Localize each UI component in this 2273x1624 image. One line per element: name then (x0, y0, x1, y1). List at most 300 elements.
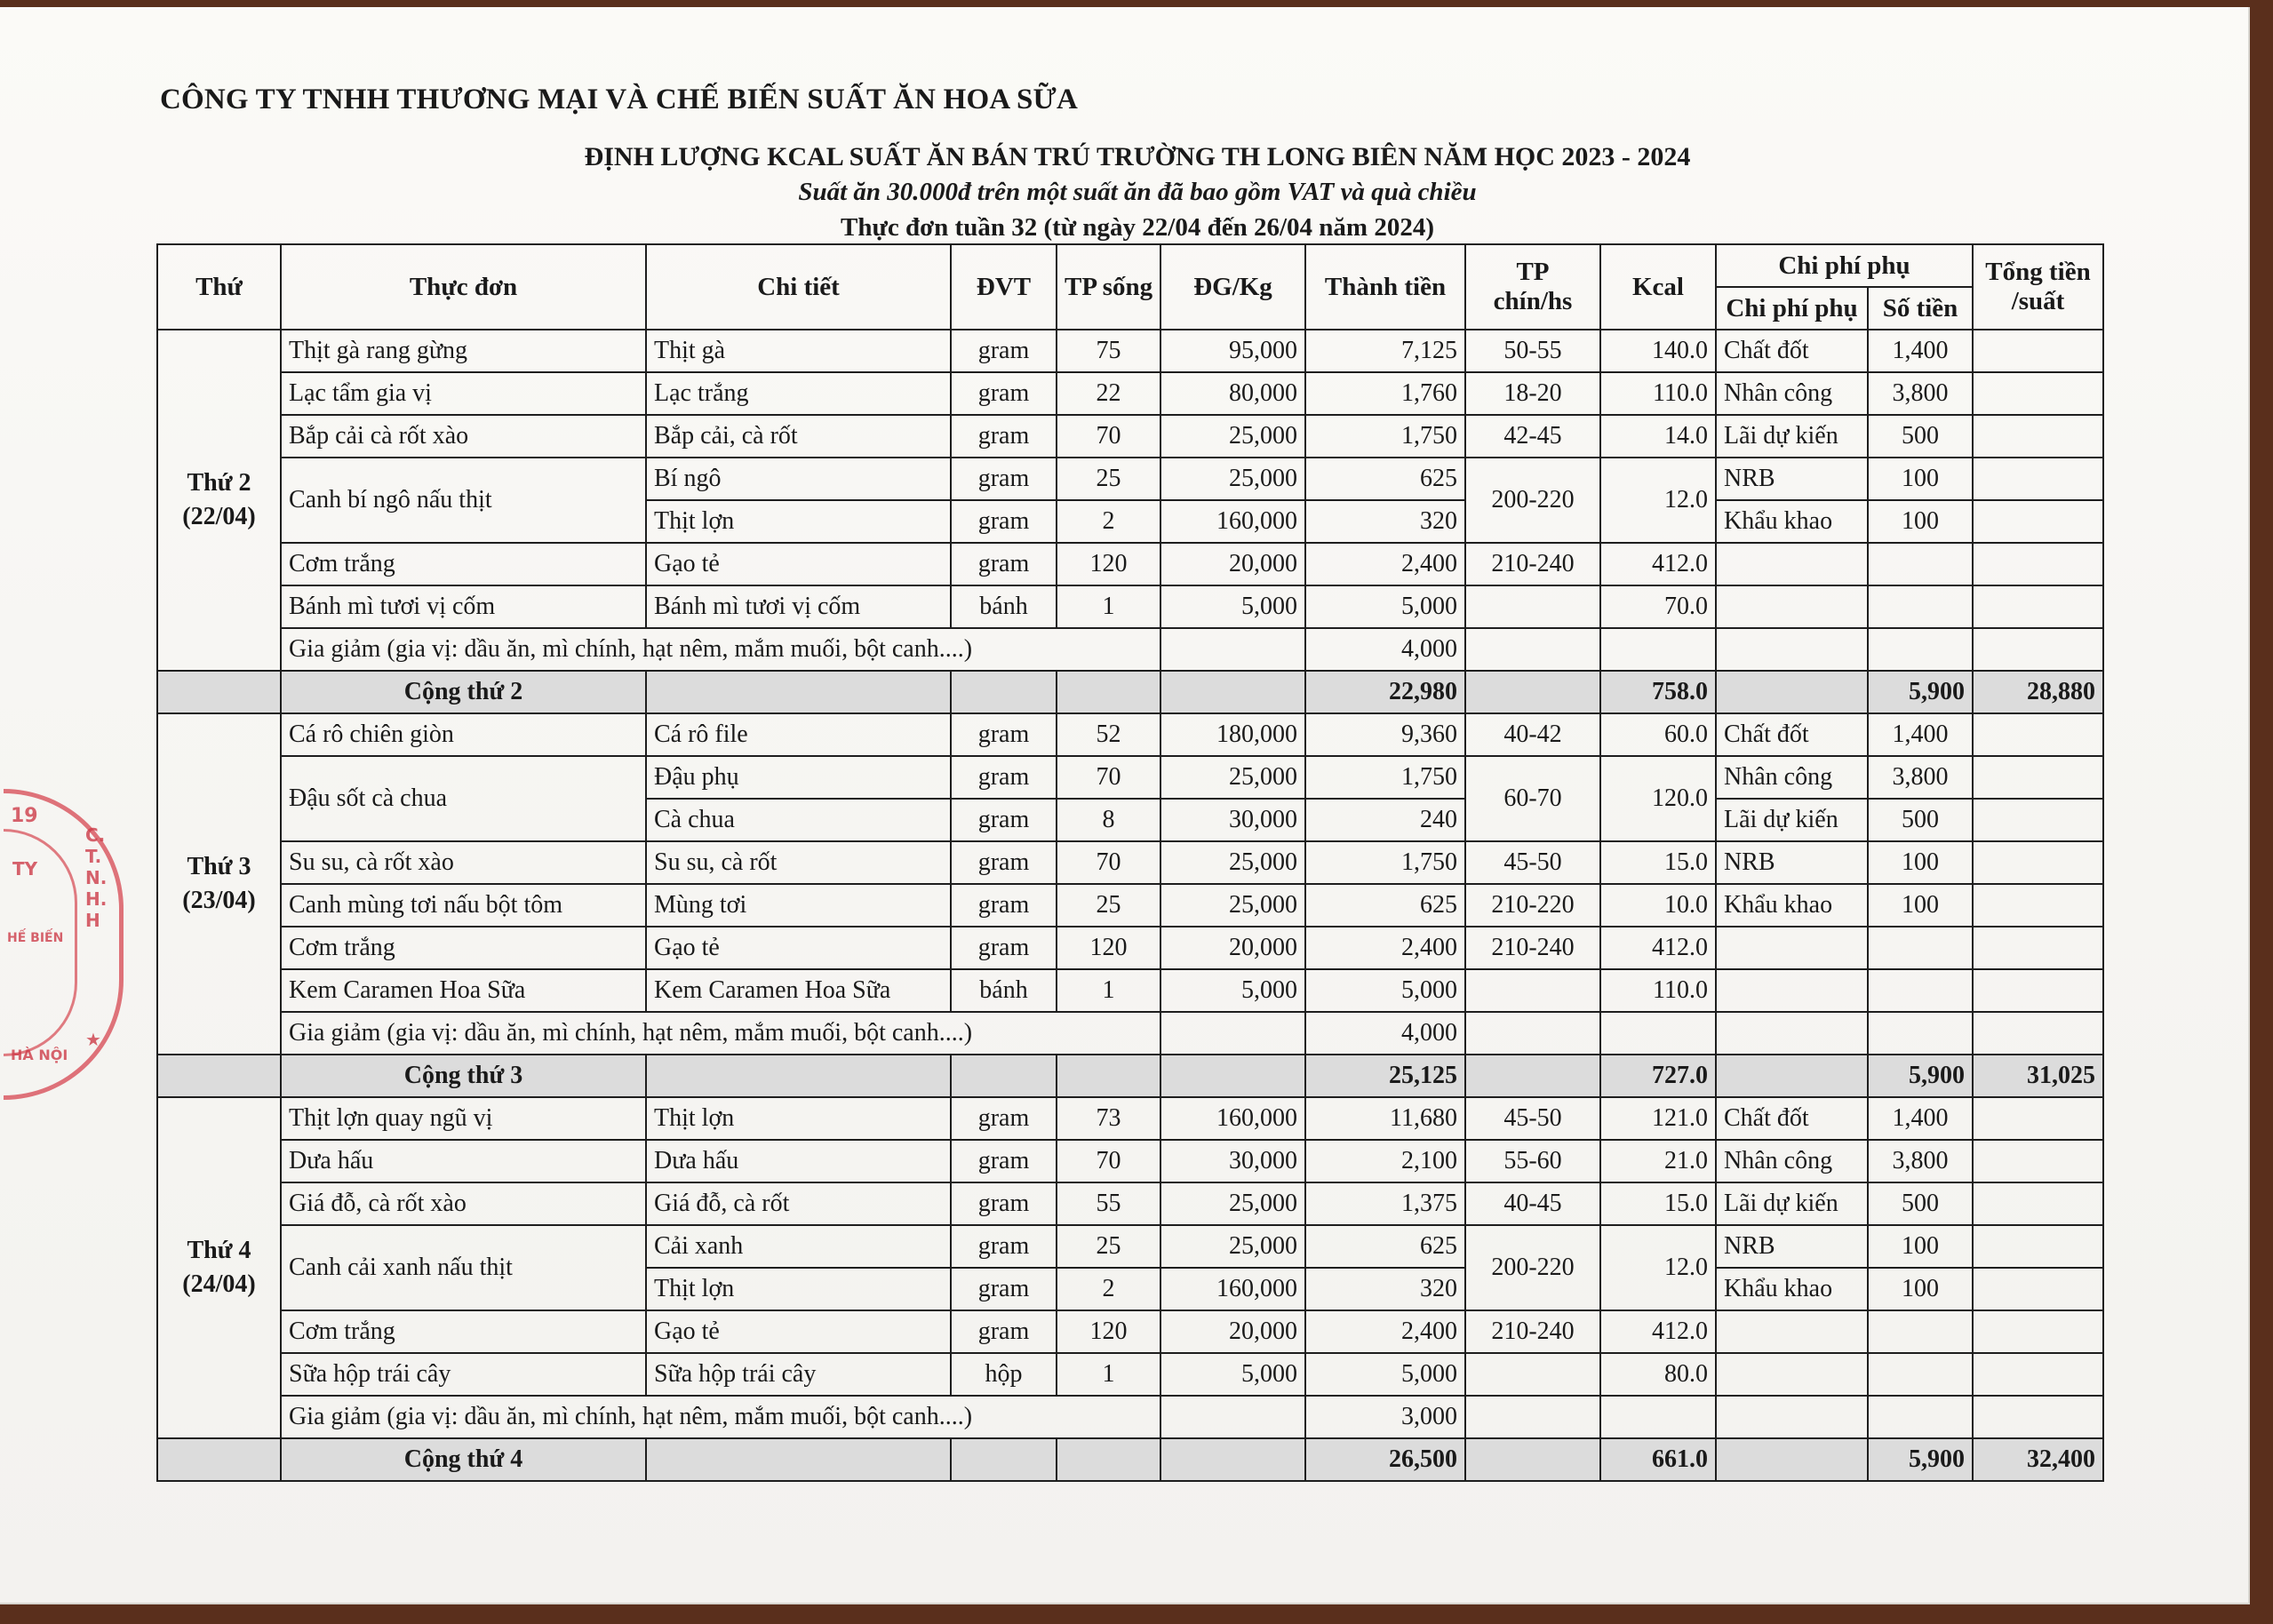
seasoning-label: Gia giảm (gia vị: dầu ăn, mì chính, hạt nêm, mắm muối, bột canh....) (281, 1012, 1160, 1055)
amount: 625 (1305, 884, 1465, 927)
dish-name: Canh mùng tơi nấu bột tôm (281, 884, 646, 927)
ingredient-detail: Thịt lợn (646, 500, 951, 543)
day-label: Thứ 4 (187, 1237, 251, 1264)
raw-quantity: 120 (1057, 543, 1160, 585)
unit: gram (951, 841, 1057, 884)
cooked-portion (1465, 1353, 1600, 1396)
amount: 11,680 (1305, 1097, 1465, 1140)
dish-name: Cơm trắng (281, 543, 646, 585)
day-cell (157, 330, 281, 671)
raw-quantity: 70 (1057, 756, 1160, 799)
day-extra-total: 5,900 (1868, 1438, 1973, 1481)
ingredient-detail: Gạo tẻ (646, 927, 951, 969)
empty-cell (1160, 1055, 1305, 1097)
kcal-value: 140.0 (1600, 330, 1716, 372)
menu-row (157, 543, 2103, 585)
extra-cost-amount (1868, 585, 1973, 628)
menu-row (157, 1353, 2103, 1396)
cooked-portion: 210-220 (1465, 884, 1600, 927)
ingredient-detail: Sữa hộp trái cây (646, 1353, 951, 1396)
ingredient-detail: Thịt gà (646, 330, 951, 372)
extra-cost-name: Lãi dự kiến (1716, 799, 1868, 841)
raw-quantity: 73 (1057, 1097, 1160, 1140)
dish-name: Sữa hộp trái cây (281, 1353, 646, 1396)
raw-quantity: 22 (1057, 372, 1160, 415)
raw-quantity: 75 (1057, 330, 1160, 372)
menu-row (157, 330, 2103, 372)
empty-cell (1465, 1438, 1600, 1481)
kcal-value: 412.0 (1600, 543, 1716, 585)
unit-price: 25,000 (1160, 884, 1305, 927)
col-header-tp-song: TP sống (1057, 244, 1160, 330)
empty-cell (1057, 1438, 1160, 1481)
amount: 1,750 (1305, 841, 1465, 884)
dish-name: Dưa hấu (281, 1140, 646, 1182)
menu-row (157, 458, 2103, 500)
kcal-value: 14.0 (1600, 415, 1716, 458)
menu-row (157, 1097, 2103, 1140)
dish-name: Cơm trắng (281, 1310, 646, 1353)
day-total-kcal: 727.0 (1600, 1055, 1716, 1097)
tp-chin-line2: chín/hs (1493, 287, 1573, 315)
day-total-row (157, 671, 2103, 713)
amount: 625 (1305, 1225, 1465, 1268)
total-per-meal-cell (1973, 372, 2103, 415)
day-total-label: Cộng thứ 2 (281, 671, 646, 713)
kcal-value: 15.0 (1600, 1182, 1716, 1225)
empty-cell (1160, 628, 1305, 671)
amount: 5,000 (1305, 969, 1465, 1012)
unit-price: 25,000 (1160, 841, 1305, 884)
dish-name: Kem Caramen Hoa Sữa (281, 969, 646, 1012)
stamp-ring-text: C.T.N.H.H (85, 824, 108, 931)
unit: gram (951, 756, 1057, 799)
raw-quantity: 1 (1057, 1353, 1160, 1396)
extra-cost-name: Lãi dự kiến (1716, 1182, 1868, 1225)
extra-cost-name: Chất đốt (1716, 713, 1868, 756)
empty-cell (1716, 1012, 1868, 1055)
empty-cell (157, 1438, 281, 1481)
extra-cost-amount: 500 (1868, 415, 1973, 458)
seasoning-amount: 4,000 (1305, 628, 1465, 671)
unit-price: 80,000 (1160, 372, 1305, 415)
menu-table (156, 243, 2104, 1482)
empty-cell (1716, 1055, 1868, 1097)
empty-cell (1973, 1396, 2103, 1438)
unit-price: 20,000 (1160, 1310, 1305, 1353)
day-grand-total: 32,400 (1973, 1438, 2103, 1481)
extra-cost-amount: 100 (1868, 500, 1973, 543)
empty-cell (157, 1055, 281, 1097)
menu-body (157, 330, 2103, 1481)
extra-cost-amount: 1,400 (1868, 713, 1973, 756)
raw-quantity: 55 (1057, 1182, 1160, 1225)
unit-price: 160,000 (1160, 1097, 1305, 1140)
total-per-meal-cell (1973, 1225, 2103, 1268)
ingredient-detail: Thịt lợn (646, 1097, 951, 1140)
col-header-dvt: ĐVT (951, 244, 1057, 330)
raw-quantity: 120 (1057, 1310, 1160, 1353)
unit-price: 25,000 (1160, 1225, 1305, 1268)
total-per-meal-cell (1973, 458, 2103, 500)
ingredient-detail: Bánh mì tươi vị cốm (646, 585, 951, 628)
extra-cost-amount (1868, 543, 1973, 585)
unit-price: 25,000 (1160, 756, 1305, 799)
empty-cell (1600, 1012, 1716, 1055)
unit: gram (951, 927, 1057, 969)
extra-cost-name: Nhân công (1716, 756, 1868, 799)
total-per-meal-cell (1973, 799, 2103, 841)
extra-cost-name (1716, 543, 1868, 585)
col-header-thu: Thứ (157, 244, 281, 330)
kcal-value: 10.0 (1600, 884, 1716, 927)
menu-row (157, 713, 2103, 756)
ingredient-detail: Gạo tẻ (646, 1310, 951, 1353)
paper-document (0, 7, 2250, 1604)
col-header-dg-kg: ĐG/Kg (1160, 244, 1305, 330)
extra-cost-amount: 3,800 (1868, 756, 1973, 799)
day-total-kcal: 661.0 (1600, 1438, 1716, 1481)
stamp-inner-top: TY (12, 858, 38, 880)
extra-cost-name: NRB (1716, 841, 1868, 884)
cooked-portion: 40-45 (1465, 1182, 1600, 1225)
raw-quantity: 1 (1057, 969, 1160, 1012)
amount: 625 (1305, 458, 1465, 500)
kcal-value: 80.0 (1600, 1353, 1716, 1396)
extra-cost-name (1716, 1353, 1868, 1396)
extra-cost-name (1716, 927, 1868, 969)
unit: gram (951, 713, 1057, 756)
day-date: (24/04) (182, 1270, 256, 1298)
extra-cost-name (1716, 1310, 1868, 1353)
empty-cell (1160, 1438, 1305, 1481)
dish-name: Canh cải xanh nấu thịt (281, 1225, 646, 1310)
col-header-tong-tien (1973, 244, 2103, 330)
unit-price: 30,000 (1160, 799, 1305, 841)
unit-price: 25,000 (1160, 1182, 1305, 1225)
amount: 7,125 (1305, 330, 1465, 372)
empty-cell (1057, 671, 1160, 713)
unit: gram (951, 1097, 1057, 1140)
extra-cost-amount: 100 (1868, 1225, 1973, 1268)
menu-row (157, 1140, 2103, 1182)
raw-quantity: 70 (1057, 841, 1160, 884)
cooked-portion: 50-55 (1465, 330, 1600, 372)
empty-cell (157, 671, 281, 713)
extra-cost-amount: 100 (1868, 1268, 1973, 1310)
extra-cost-name: NRB (1716, 458, 1868, 500)
empty-cell (1465, 671, 1600, 713)
empty-cell (951, 1438, 1057, 1481)
total-per-meal-cell (1973, 884, 2103, 927)
raw-quantity: 25 (1057, 1225, 1160, 1268)
menu-row (157, 415, 2103, 458)
total-per-meal-cell (1973, 1182, 2103, 1225)
extra-cost-amount (1868, 969, 1973, 1012)
extra-cost-name: Khẩu khao (1716, 1268, 1868, 1310)
empty-cell (1057, 1055, 1160, 1097)
unit: gram (951, 543, 1057, 585)
seasoning-row (157, 1396, 2103, 1438)
cooked-portion: 200-220 (1465, 458, 1600, 543)
raw-quantity: 52 (1057, 713, 1160, 756)
extra-cost-name: Chất đốt (1716, 1097, 1868, 1140)
extra-cost-amount: 500 (1868, 799, 1973, 841)
unit: gram (951, 1310, 1057, 1353)
day-total-amount: 22,980 (1305, 671, 1465, 713)
menu-row (157, 1225, 2103, 1268)
menu-row (157, 1182, 2103, 1225)
day-label: Thứ 3 (187, 853, 251, 880)
total-per-meal-cell (1973, 1310, 2103, 1353)
stamp-inner-mid: HẾ BIẾN (7, 931, 64, 945)
kcal-value: 15.0 (1600, 841, 1716, 884)
cooked-portion: 45-50 (1465, 1097, 1600, 1140)
raw-quantity: 8 (1057, 799, 1160, 841)
unit-price: 25,000 (1160, 415, 1305, 458)
stamp-city: HÀ NỘI (11, 1047, 68, 1063)
empty-cell (1716, 1396, 1868, 1438)
ingredient-detail: Gạo tẻ (646, 543, 951, 585)
empty-cell (1716, 1438, 1868, 1481)
unit: gram (951, 330, 1057, 372)
unit: hộp (951, 1353, 1057, 1396)
amount: 5,000 (1305, 1353, 1465, 1396)
unit: gram (951, 415, 1057, 458)
day-extra-total: 5,900 (1868, 671, 1973, 713)
amount: 1,750 (1305, 756, 1465, 799)
day-total-row (157, 1055, 2103, 1097)
dish-name: Bánh mì tươi vị cốm (281, 585, 646, 628)
cooked-portion: 40-42 (1465, 713, 1600, 756)
ingredient-detail: Bắp cải, cà rốt (646, 415, 951, 458)
tp-chin-line1: TP (1516, 258, 1550, 286)
empty-cell (1868, 1396, 1973, 1438)
day-grand-total: 28,880 (1973, 671, 2103, 713)
cooked-portion: 45-50 (1465, 841, 1600, 884)
empty-cell (1973, 1012, 2103, 1055)
day-total-amount: 26,500 (1305, 1438, 1465, 1481)
extra-cost-name: Nhân công (1716, 372, 1868, 415)
seasoning-amount: 3,000 (1305, 1396, 1465, 1438)
menu-row (157, 585, 2103, 628)
raw-quantity: 2 (1057, 1268, 1160, 1310)
total-per-meal-cell (1973, 500, 2103, 543)
ingredient-detail: Mùng tơi (646, 884, 951, 927)
unit: gram (951, 1225, 1057, 1268)
week-menu-label: Thực đơn tuần 32 (từ ngày 22/04 đến 26/04 năm 2024) (840, 213, 1434, 242)
menu-row (157, 969, 2103, 1012)
kcal-value: 412.0 (1600, 927, 1716, 969)
document-title: ĐỊNH LƯỢNG KCAL SUẤT ĂN BÁN TRÚ TRƯỜNG TH LONG BIÊN NĂM HỌC 2023 - 2024 (584, 142, 1691, 171)
empty-cell (1160, 671, 1305, 713)
cooked-portion: 55-60 (1465, 1140, 1600, 1182)
unit: bánh (951, 969, 1057, 1012)
menu-row (157, 756, 2103, 799)
menu-row (157, 1310, 2103, 1353)
day-total-amount: 25,125 (1305, 1055, 1465, 1097)
ingredient-detail: Dưa hấu (646, 1140, 951, 1182)
unit: gram (951, 1140, 1057, 1182)
ingredient-detail: Thịt lợn (646, 1268, 951, 1310)
ingredient-detail: Su su, cà rốt (646, 841, 951, 884)
dish-name: Đậu sốt cà chua (281, 756, 646, 841)
empty-cell (1465, 1055, 1600, 1097)
col-header-chi-phi-phu: Chi phí phụ (1716, 287, 1868, 330)
cooked-portion: 42-45 (1465, 415, 1600, 458)
document-subtitle: Suất ăn 30.000đ trên một suất ăn đã bao gồm VAT và quà chiều (798, 178, 1477, 206)
menu-row (157, 841, 2103, 884)
day-grand-total: 31,025 (1973, 1055, 2103, 1097)
dish-name: Bắp cải cà rốt xào (281, 415, 646, 458)
empty-cell (1716, 671, 1868, 713)
seasoning-label: Gia giảm (gia vị: dầu ăn, mì chính, hạt nêm, mắm muối, bột canh....) (281, 628, 1160, 671)
raw-quantity: 1 (1057, 585, 1160, 628)
menu-row (157, 372, 2103, 415)
dish-name: Cơm trắng (281, 927, 646, 969)
ingredient-detail: Kem Caramen Hoa Sữa (646, 969, 951, 1012)
unit-price: 160,000 (1160, 1268, 1305, 1310)
seasoning-row (157, 628, 2103, 671)
empty-cell (1868, 1012, 1973, 1055)
col-header-tp-chin (1465, 244, 1600, 330)
extra-cost-name (1716, 585, 1868, 628)
kcal-value: 120.0 (1600, 756, 1716, 841)
empty-cell (1973, 628, 2103, 671)
col-header-chi-phi-phu-group: Chi phí phụ (1716, 244, 1973, 287)
day-cell (157, 1097, 281, 1438)
ingredient-detail: Lạc trắng (646, 372, 951, 415)
day-total-kcal: 758.0 (1600, 671, 1716, 713)
dish-name: Cá rô chiên giòn (281, 713, 646, 756)
extra-cost-amount (1868, 1353, 1973, 1396)
kcal-value: 12.0 (1600, 458, 1716, 543)
unit: gram (951, 500, 1057, 543)
dish-name: Thịt gà rang gừng (281, 330, 646, 372)
ingredient-detail: Bí ngô (646, 458, 951, 500)
unit: gram (951, 458, 1057, 500)
unit-price: 5,000 (1160, 969, 1305, 1012)
unit: gram (951, 799, 1057, 841)
stamp-code: 19 (11, 805, 38, 827)
kcal-value: 412.0 (1600, 1310, 1716, 1353)
amount: 240 (1305, 799, 1465, 841)
empty-cell (1160, 1396, 1305, 1438)
ingredient-detail: Cà chua (646, 799, 951, 841)
empty-cell (646, 1055, 951, 1097)
dish-name: Canh bí ngô nấu thịt (281, 458, 646, 543)
raw-quantity: 25 (1057, 884, 1160, 927)
extra-cost-name: Khẩu khao (1716, 500, 1868, 543)
kcal-value: 110.0 (1600, 372, 1716, 415)
cooked-portion: 18-20 (1465, 372, 1600, 415)
amount: 1,760 (1305, 372, 1465, 415)
amount: 2,400 (1305, 1310, 1465, 1353)
empty-cell (646, 1438, 951, 1481)
dish-name: Thịt lợn quay ngũ vị (281, 1097, 646, 1140)
total-per-meal-cell (1973, 415, 2103, 458)
empty-cell (1160, 1012, 1305, 1055)
raw-quantity: 70 (1057, 415, 1160, 458)
unit-price: 95,000 (1160, 330, 1305, 372)
extra-cost-name: NRB (1716, 1225, 1868, 1268)
extra-cost-name (1716, 969, 1868, 1012)
extra-cost-amount: 3,800 (1868, 372, 1973, 415)
extra-cost-amount (1868, 927, 1973, 969)
kcal-value: 110.0 (1600, 969, 1716, 1012)
seasoning-row (157, 1012, 2103, 1055)
total-per-meal-cell (1973, 330, 2103, 372)
col-header-kcal: Kcal (1600, 244, 1716, 330)
total-per-meal-cell (1973, 1097, 2103, 1140)
unit: bánh (951, 585, 1057, 628)
extra-cost-amount: 100 (1868, 884, 1973, 927)
total-per-meal-cell (1973, 756, 2103, 799)
cooked-portion (1465, 969, 1600, 1012)
total-per-meal-cell (1973, 1353, 2103, 1396)
empty-cell (1465, 628, 1600, 671)
unit: gram (951, 1182, 1057, 1225)
day-total-row (157, 1438, 2103, 1481)
total-per-meal-cell (1973, 969, 2103, 1012)
unit-price: 5,000 (1160, 1353, 1305, 1396)
amount: 2,400 (1305, 543, 1465, 585)
stamp-star-icon: ★ (85, 1029, 101, 1050)
col-header-thanh-tien: Thành tiền (1305, 244, 1465, 330)
ingredient-detail: Giá đỗ, cà rốt (646, 1182, 951, 1225)
extra-cost-amount: 3,800 (1868, 1140, 1973, 1182)
empty-cell (646, 671, 951, 713)
cooked-portion: 210-240 (1465, 1310, 1600, 1353)
amount: 320 (1305, 1268, 1465, 1310)
unit-price: 25,000 (1160, 458, 1305, 500)
extra-cost-amount: 100 (1868, 458, 1973, 500)
header-row-1 (157, 244, 2103, 287)
unit: gram (951, 372, 1057, 415)
empty-cell (1465, 1396, 1600, 1438)
empty-cell (1465, 1012, 1600, 1055)
extra-cost-amount (1868, 1310, 1973, 1353)
total-per-meal-cell (1973, 1268, 2103, 1310)
total-per-meal-cell (1973, 841, 2103, 884)
amount: 2,100 (1305, 1140, 1465, 1182)
extra-cost-amount: 1,400 (1868, 330, 1973, 372)
empty-cell (1600, 1396, 1716, 1438)
company-name: CÔNG TY TNHH THƯƠNG MẠI VÀ CHẾ BIẾN SUẤT ĂN HOA SỮA (160, 84, 1079, 115)
unit-price: 20,000 (1160, 543, 1305, 585)
amount: 320 (1305, 500, 1465, 543)
tong-tien-line1: Tổng tiền (1985, 258, 2091, 286)
kcal-value: 60.0 (1600, 713, 1716, 756)
cooked-portion (1465, 585, 1600, 628)
empty-cell (1868, 628, 1973, 671)
tong-tien-line2: /suất (2011, 287, 2065, 315)
empty-cell (1600, 628, 1716, 671)
raw-quantity: 25 (1057, 458, 1160, 500)
extra-cost-name: Chất đốt (1716, 330, 1868, 372)
amount: 9,360 (1305, 713, 1465, 756)
total-per-meal-cell (1973, 585, 2103, 628)
day-total-label: Cộng thứ 3 (281, 1055, 646, 1097)
unit: gram (951, 884, 1057, 927)
dish-name: Giá đỗ, cà rốt xào (281, 1182, 646, 1225)
raw-quantity: 70 (1057, 1140, 1160, 1182)
day-date: (23/04) (182, 887, 256, 914)
cooked-portion: 210-240 (1465, 927, 1600, 969)
empty-cell (951, 671, 1057, 713)
cooked-portion: 210-240 (1465, 543, 1600, 585)
kcal-value: 21.0 (1600, 1140, 1716, 1182)
